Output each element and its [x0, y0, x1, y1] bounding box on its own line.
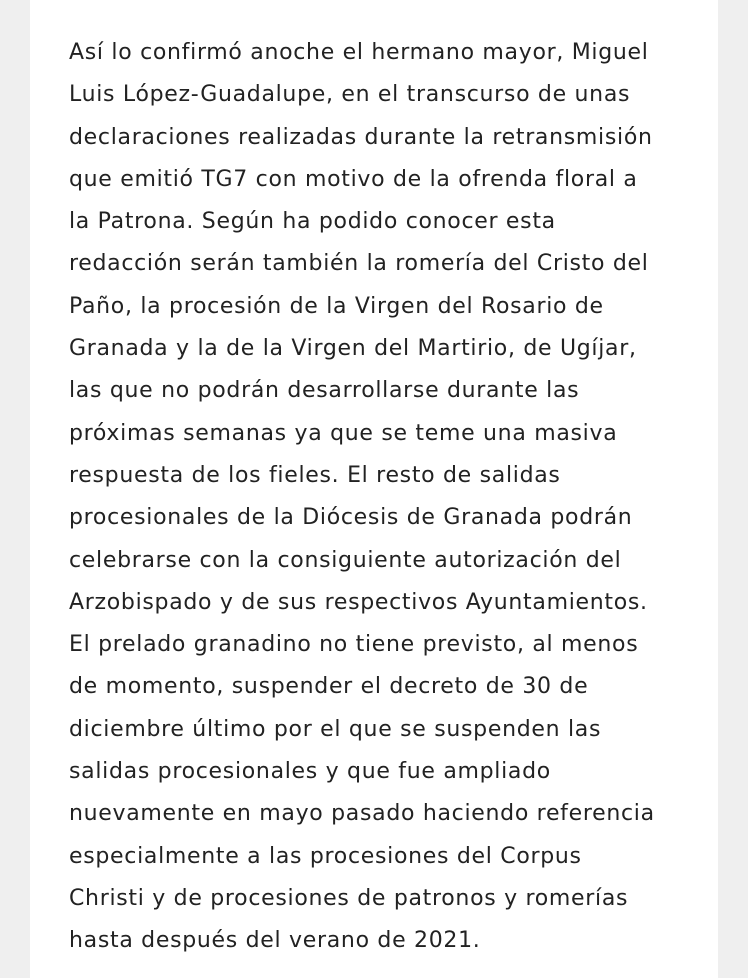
- paragraph-line: la Patrona. Según ha podido conocer esta: [69, 209, 556, 235]
- paragraph-line: El prelado granadino no tiene previsto, al menos: [69, 632, 639, 658]
- paragraph-line: próximas semanas ya que se teme una masiva: [69, 420, 618, 446]
- paragraph-line: Así lo confirmó anoche el hermano mayor, Miguel: [69, 40, 649, 65]
- paragraph-line: Christi y de procesiones de patronos y romerías: [69, 885, 629, 911]
- paragraph-line: declaraciones realizadas durante la retransmisión: [69, 124, 653, 150]
- paragraph-line: las que no podrán desarrollarse durante las: [69, 378, 580, 404]
- paragraph-line: nuevamente en mayo pasado haciendo referencia: [69, 801, 655, 827]
- paragraph-line: hasta después del verano de 2021.: [69, 928, 481, 954]
- paragraph-line: Paño, la procesión de la Virgen del Rosario de: [69, 293, 604, 319]
- paragraph-line: Arzobispado y de sus respectivos Ayuntamientos.: [69, 589, 648, 615]
- paragraph-line: Granada y la de la Virgen del Martirio, de Ugíjar,: [69, 336, 637, 362]
- paragraph-line: especialmente a las procesiones del Corpus: [69, 843, 582, 869]
- paragraph-line: celebrarse con la consiguiente autorización del: [69, 547, 622, 573]
- paragraph-line: de momento, suspender el decreto de 30 de: [69, 674, 589, 700]
- paragraph-line: redacción serán también la romería del Cristo del: [69, 251, 649, 277]
- paragraph-line: salidas procesionales y que fue ampliado: [69, 759, 551, 785]
- paragraph-line: que emitió TG7 con motivo de la ofrenda floral a: [69, 166, 638, 192]
- article-page: [30, 0, 718, 978]
- paragraph-line: Luis López-Guadalupe, en el transcurso de unas: [69, 82, 631, 108]
- paragraph-line: respuesta de los fieles. El resto de salidas: [69, 462, 561, 488]
- paragraph-line: diciembre último por el que se suspenden las: [69, 716, 602, 742]
- article-paragraph: [69, 32, 699, 963]
- paragraph-line: procesionales de la Diócesis de Granada podrán: [69, 505, 633, 531]
